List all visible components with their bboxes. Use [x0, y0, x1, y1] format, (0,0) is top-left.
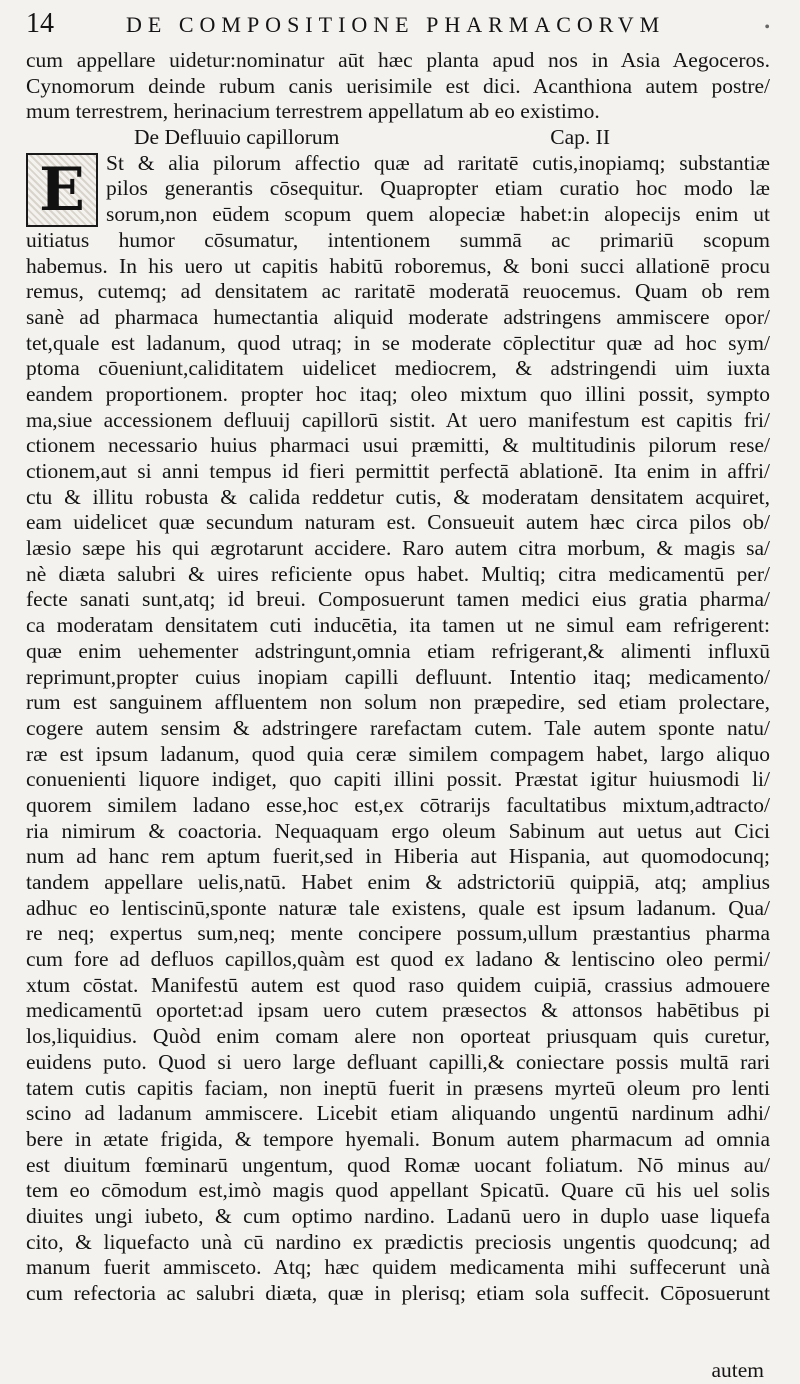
text-line: conuenienti liquore indiget, quo capiti illini possit. Præstat igitur huiusmodi li/ [26, 767, 770, 792]
intro-text [26, 48, 770, 125]
text-line: quorem similem ladano esse,hoc est,ex cōtrarijs facultatibus mixtum,adtracto/ [26, 792, 770, 817]
text-line: tem eo cōmodum est,imò magis quod appellant Spicatū. Quare cū his uel solis [26, 1178, 770, 1203]
text-line: euidens puto. Quod si uero large defluant capilli,& coniectare possis multā rari [26, 1049, 770, 1074]
body-lines [26, 228, 770, 1358]
text-line: Cynomorum deinde rubum canis uerisimile est dici. Acanthiona autem postre/ [26, 73, 770, 98]
catchword: autem [711, 1358, 764, 1383]
text-line: habemus. In his uero ut capitis habitū roboremus, & boni succi allationē procu [26, 253, 770, 278]
text-line [26, 1307, 770, 1333]
text-line: xtum cōstat. Manifestū autem est quod raso quidem cuipiā, crassius admouere [26, 972, 770, 997]
text-line: reprimunt,propter cuius inopiam capilli defluunt. Intentio itaq; medicamento/ [26, 664, 770, 689]
text-line: remus, cutemq; ad densitatem ac raritatē moderatā reuocemus. Quam ob rem [26, 279, 770, 304]
page-number: 14 [26, 8, 54, 39]
text-line: adhuc eo lentiscinū,sponte naturæ tale existens, quale est ipsum ladanum. Qua/ [26, 895, 770, 920]
text-line: ca moderatam densitatem cuti inducētia, ita tamen ut ne simul eam refrigerent: [26, 613, 770, 638]
text-line: diuites ungi iubeto, & cum optimo nardino. Ladanū uero in duplo uase liquefa [26, 1203, 770, 1228]
text-line: los,liquidius. Quòd enim comam alere non oporteat priusquam quis curetur, [26, 1024, 770, 1049]
text-line: ctionem,aut si anni tempus id fieri permittit perfectā ablationē. Ita enim in affri/ [26, 459, 770, 483]
text-line: quæ enim uehementer adstringunt,omnia etiam refrigerant,& alimenti influxū [26, 638, 770, 663]
text-line: est diuitum fœminarū ungentum, quod Romæ uocant foliatum. Nō minus au/ [26, 1152, 770, 1177]
text-line: læsio sæpe his qui ægrotarunt accidere. Raro autem citra morbum, & magis sa/ [26, 536, 770, 561]
text-line [26, 1332, 770, 1358]
text-line: num ad hanc rem aptum fuerit,sed in Hiberia aut Hispania, aut quomodocunq; [26, 844, 770, 869]
text-line: sanè ad pharmaca humectantia aliquid moderate adstringens ammiscere opor/ [26, 304, 770, 329]
chapter-title: De Defluuio capillorum [134, 125, 340, 150]
text-line: nè diæta salubri & uires reficiente opus habet. Multiq; citra medicamentū per/ [26, 561, 770, 586]
text-line: re neq; expertus sum,neq; mente concipere possum,ullum præstantius pharma [26, 921, 770, 946]
text-line: manum fuerit ammisceto. Atq; hæc quidem medicamenta mihi suffecerunt unà [26, 1255, 770, 1280]
text-line: tatem cutis capitis faciam, non ineptū fuerit in præsens myrteū oleum pro lenti [26, 1075, 770, 1100]
text-line: mum terrestrem, herinacium terrestrem appellatum ab eo existimo. [26, 99, 600, 124]
text-line: ptoma cōueniunt,caliditatem uidelicet mediocrem, & adstringendi uim iuxta [26, 356, 770, 381]
text-line: eandem proportionem. propter hoc itaq; oleo mixtum quo illini possit, sympto [26, 381, 770, 406]
text-line: ræ est ipsum ladanum, quod quia ceræ similem compagem habet, largo aliquo [26, 741, 770, 766]
text-line: bere in ætate frigida, & tempore hyemali. Bonum autem pharmacum ad omnia [26, 1126, 770, 1151]
text-line: uitiatus humor cōsumatur, intentionem summā ac primariū scopum [26, 227, 770, 252]
running-head [26, 8, 770, 48]
text-line: fecte sanati sunt,atq; id breui. Composuerunt tamen medici eius gratia pharma/ [26, 587, 770, 612]
text-line: cum fore ad defluos capillos,quàm est quod ex ladano & lentiscino oleo permi/ [26, 947, 770, 972]
decorated-initial [26, 153, 98, 227]
text-line: St & alia pilorum affectio quæ ad raritatē cutis,inopiamq; substantiæ [106, 150, 770, 175]
text-line: cum refectoria ac salubri diæta, quæ in plerisq; etiam sola suffecit. Cōposuerunt [26, 1281, 770, 1305]
text-line: scino ad ladanum ammiscere. Licebit etiam aliquando ungentū nardinum adhi/ [26, 1101, 770, 1126]
chapter-body [26, 151, 770, 1384]
text-line: cum appellare uidetur:nominatur aūt hæc planta apud nos in Asia Aegoceros. [26, 48, 770, 72]
running-title: DE COMPOSITIONE PHARMACORVM [126, 12, 666, 37]
text-line: cogere autem sensim & adstringere rarefactam cutem. Tale autem sponte natu/ [26, 715, 770, 740]
text-line: medicamentū oportet:ad ipsam uero cutem præsectos & attonsos habētibus pi [26, 998, 770, 1023]
text-line: ctu & illitu robusta & calida reddetur cutis, & moderatam densitatem acquiret, [26, 484, 770, 509]
text-line: ma,siue accessionem defluuij capillorū sistit. At uero manifestum est capitis fri/ [26, 407, 770, 432]
chapter-number: Cap. II [550, 125, 610, 150]
initial-letter: E [39, 154, 85, 225]
text-line: ctionem necessario huius pharmaci usui præmitti, & multitudinis pilorum rese/ [26, 433, 770, 458]
text-line: sorum,non eūdem scopum quem alopeciæ habet:in alopecijs enim ut [106, 202, 770, 227]
text-line: cito, & liquefacto unà cū nardino ex prædictis preciosis ungentis quodcunq; ad [26, 1229, 770, 1254]
text-line: ria nimirum & coactoria. Nequaquam ergo oleum Sabinum aut uetus aut Cici [26, 818, 770, 843]
chapter-heading [26, 125, 770, 151]
page-mark: • [764, 19, 770, 36]
text-line: tet,quale est ladanum, quod utraq; in se moderate cōplectitur quæ ad hoc sym/ [26, 330, 770, 355]
text-line: eam uidelicet quæ secundum naturam est. Consueuit autem hæc circa pilos ob/ [26, 510, 770, 535]
text-line: tandem appellare uelis,natū. Habet enim & adstrictoriū quippiā, atq; amplius [26, 870, 770, 894]
text-line: rum est sanguinem affluentem non solum non præpedire, sed etiam prolectare, [26, 690, 770, 715]
text-line: pilos generantis cōsequitur. Quapropter etiam curatio hoc modo læ [106, 176, 770, 201]
